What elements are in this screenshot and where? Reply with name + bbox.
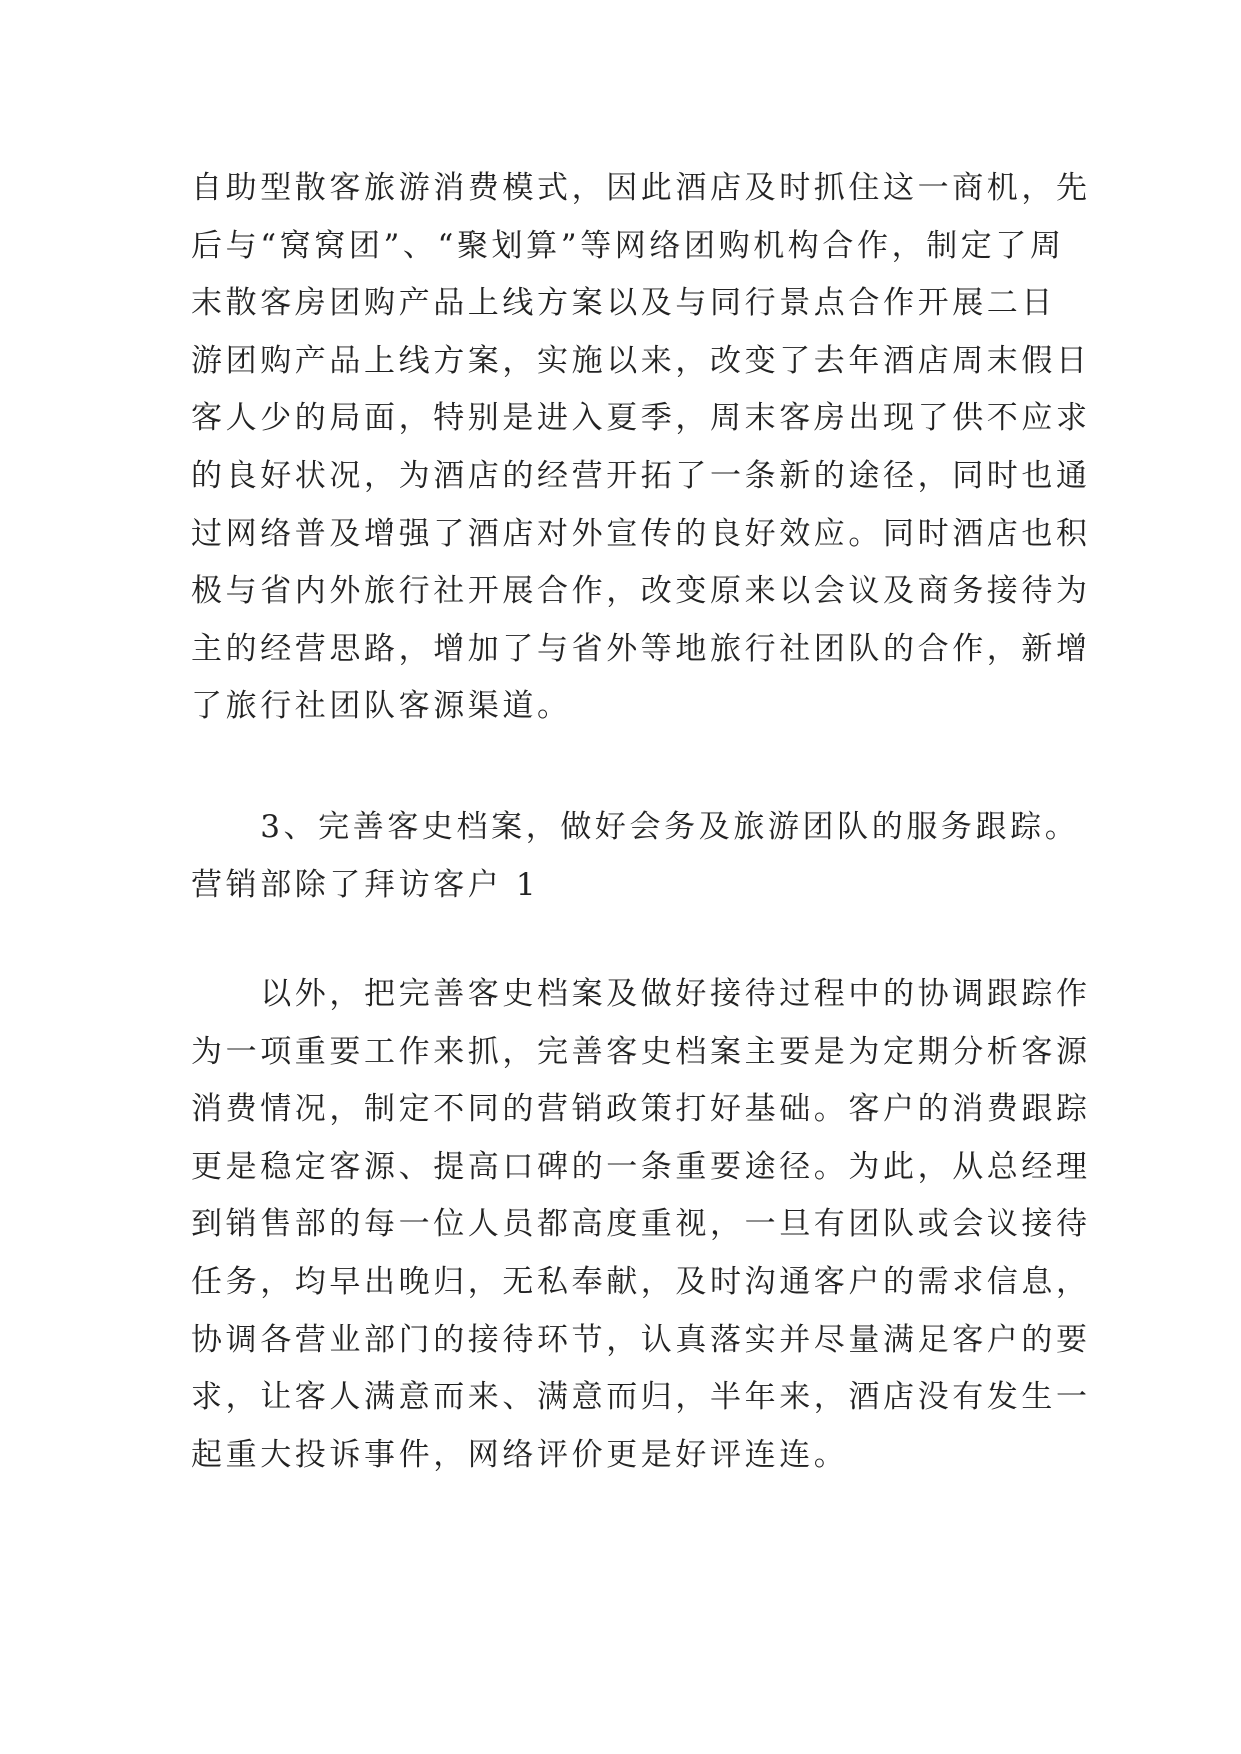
text-line: 主的经营思路，增加了与省外等地旅行社团队的合作，新增: [191, 630, 1091, 667]
text-line: 起重大投诉事件，网络评价更是好评连连。: [191, 1436, 849, 1473]
text-line: 3、完善客史档案，做好会务及旅游团队的服务跟踪。: [191, 809, 1080, 845]
text-line: 后与“窝窝团”、“聚划算”等网络团购机构合作，制定了周: [191, 227, 1065, 264]
text-line: 过网络普及增强了酒店对外宣传的良好效应。同时酒店也积: [191, 515, 1091, 552]
text-line: 了旅行社团队客源渠道。: [191, 688, 572, 725]
text-line: 客人少的局面，特别是进入夏季，周末客房出现了供不应求: [191, 400, 1091, 437]
text-line: 游团购产品上线方案，实施以来，改变了去年酒店周末假日: [191, 342, 1091, 379]
text-line: 到销售部的每一位人员都高度重视，一旦有团队或会议接待: [191, 1206, 1091, 1243]
text-line: 协调各营业部门的接待环节，认真落实并尽量满足客户的要: [191, 1321, 1091, 1358]
text-line: 末散客房团购产品上线方案以及与同行景点合作开展二日: [191, 285, 1056, 322]
text-line: 极与省内外旅行社开展合作，改变原来以会议及商务接待为: [191, 573, 1091, 610]
text-line: 营销部除了拜访客户 1: [191, 866, 540, 903]
text-line: 求，让客人满意而来、满意而归，半年来，酒店没有发生一: [191, 1379, 1091, 1416]
text-line: 任务，均早出晚归，无私奉献，及时沟通客户的需求信息，: [191, 1263, 1091, 1300]
text-line: 以外，把完善客史档案及做好接待过程中的协调跟踪作: [191, 976, 1091, 1012]
paragraph-group-marketing: [191, 160, 1091, 736]
text-line: 的良好状况，为酒店的经营开拓了一条新的途径，同时也通: [191, 457, 1091, 494]
paragraph-customer-tracking: [191, 966, 1091, 1484]
text-line: 消费情况，制定不同的营销政策打好基础。客户的消费跟踪: [191, 1091, 1091, 1128]
paragraph-heading-section-3: [191, 799, 1080, 914]
text-line: 为一项重要工作来抓，完善客史档案主要是为定期分析客源: [191, 1033, 1091, 1070]
text-line: 更是稳定客源、提高口碑的一条重要途径。为此，从总经理: [191, 1148, 1091, 1185]
text-line: 自助型散客旅游消费模式，因此酒店及时抓住这一商机，先: [191, 170, 1091, 206]
